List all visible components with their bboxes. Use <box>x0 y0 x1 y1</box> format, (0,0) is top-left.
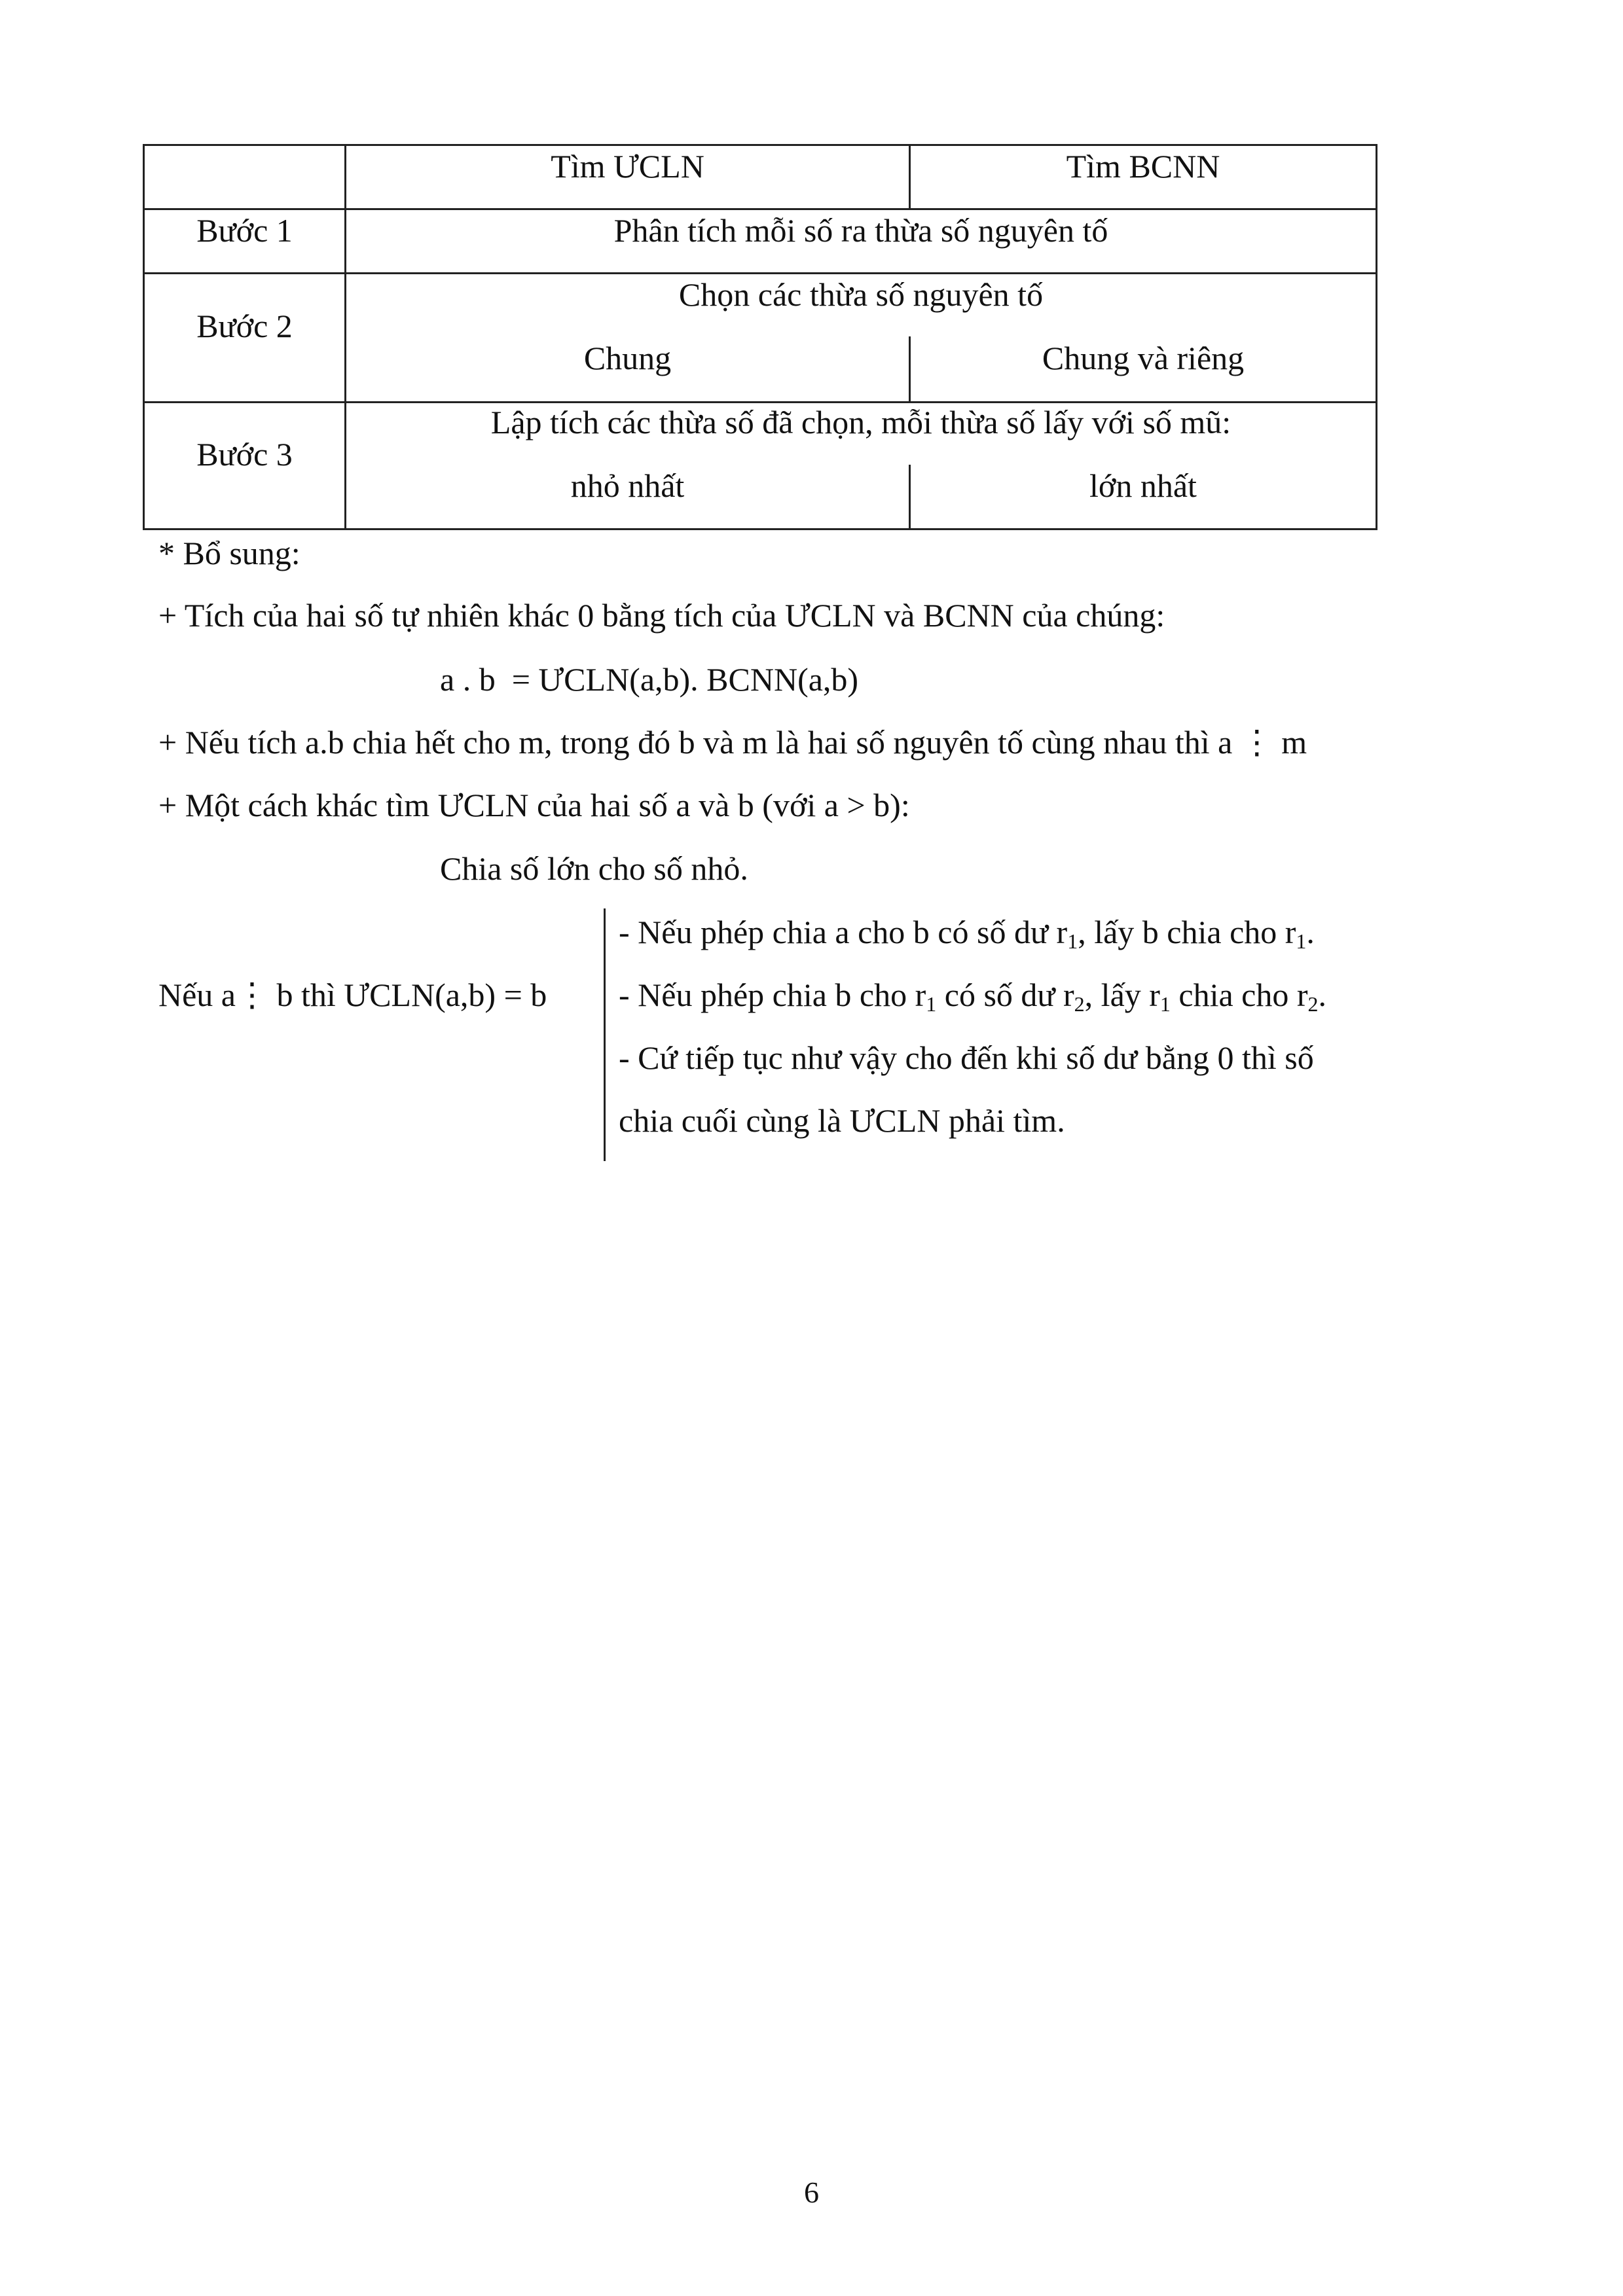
euclid-step-3: - Cứ tiếp tục như vậy cho đến khi số dư bằng 0 thì số <box>619 1039 1314 1076</box>
table-line <box>143 208 1377 210</box>
header-gcd: Tìm ƯCLN <box>551 148 704 185</box>
euclid-step-4: chia cuối cùng là ƯCLN phải tìm. <box>619 1102 1065 1139</box>
supplement-line-2: + Nếu tích a.b chia hết cho m, trong đó b và m là hai số nguyên tố cùng nhau thì a ⋮ m <box>158 724 1307 761</box>
supplement-line-3: + Một cách khác tìm ƯCLN của hai số a và b (với a > b): <box>158 787 910 823</box>
supplement-line-1: + Tích của hai số tự nhiên khác 0 bằng tích của ƯCLN và BCNN của chúng: <box>158 597 1165 634</box>
step-2-label: Bước 2 <box>196 308 293 344</box>
header-empty-cell <box>145 144 344 208</box>
euclid-step-1: - Nếu phép chia a cho b có số dư $r_1$, lấy b chia cho $r_1$. <box>619 914 1315 953</box>
supplement-heading: * Bổ sung: <box>158 535 301 571</box>
step-2-lcm: Chung và riêng <box>1042 340 1245 376</box>
table-line <box>143 272 1377 274</box>
page-number: 6 <box>804 2176 819 2209</box>
gcd-lcm-table <box>143 144 1377 530</box>
step-3-content: Lập tích các thừa số đã chọn, mỗi thừa số lấy với số mũ: <box>490 404 1231 440</box>
table-line <box>1376 144 1377 530</box>
supplement-line-4: Chia số lớn cho số nhỏ. <box>440 850 748 887</box>
header-lcm: Tìm BCNN <box>1066 148 1220 185</box>
euclid-condition: Nếu a⋮ b thì ƯCLN(a,b) = b <box>158 977 547 1013</box>
step-2-content: Chọn các thừa số nguyên tố <box>678 276 1044 313</box>
step-1-label: Bước 1 <box>196 212 293 249</box>
step-3-label: Bước 3 <box>196 436 293 473</box>
step-2-gcd: Chung <box>583 340 672 376</box>
step-1-content: Phân tích mỗi số ra thừa số nguyên tố <box>613 212 1108 249</box>
euclid-step-2: - Nếu phép chia b cho $r_1$ có số dư $r_2$, lấy $r_1$ chia cho $r_2$. <box>619 977 1327 1016</box>
step-3-gcd: nhỏ nhất <box>570 467 685 504</box>
step-3-lcm: lớn nhất <box>1089 467 1197 504</box>
table-line <box>143 528 1377 530</box>
brace-bar <box>604 908 606 1161</box>
supplement-formula: a . b = ƯCLN(a,b). BCNN(a,b) <box>440 661 859 698</box>
